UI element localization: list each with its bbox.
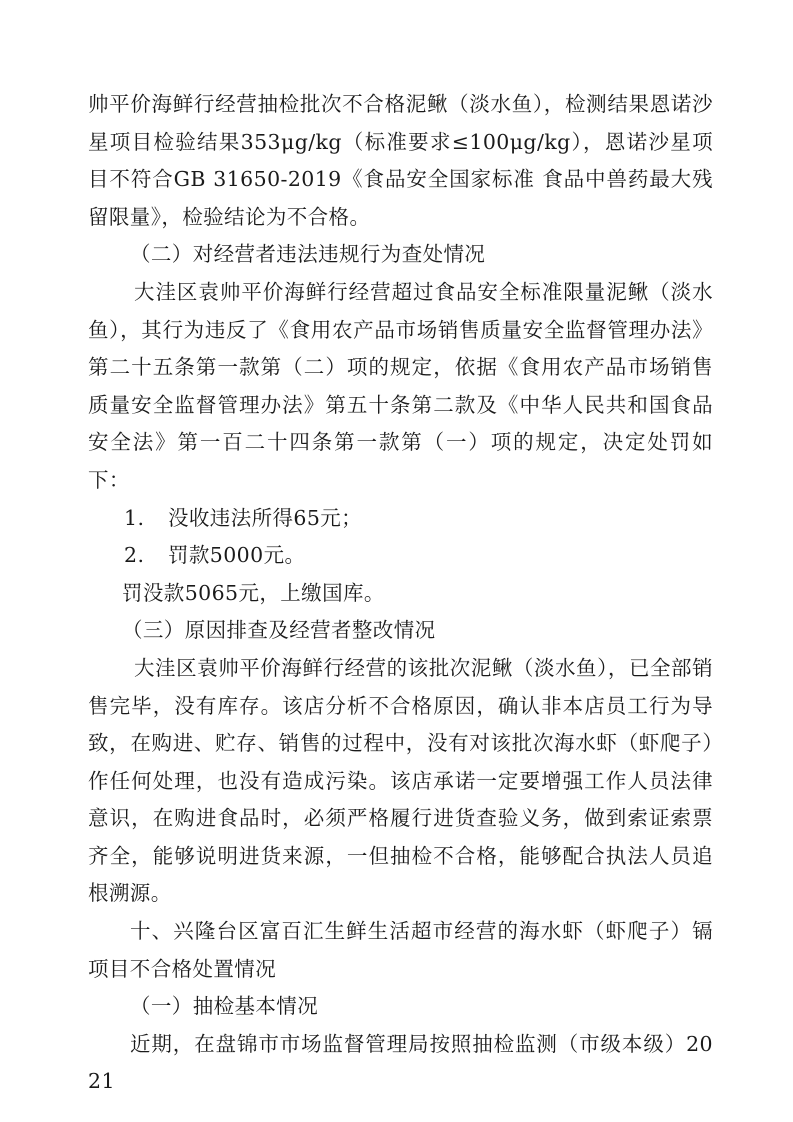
list-text: 没收违法所得65元； — [168, 505, 363, 530]
paragraph-total-penalty: 罚没款5065元，上缴国库。 — [122, 580, 385, 605]
list-number: 1. — [124, 505, 145, 530]
paragraph-violation: 大洼区袁帅平价海鲜行经营超过食品安全标准限量泥鳅（淡水鱼），其行为违反了《食用农产品市场销售质量安全监督管理办法》第二十五条第一款第（二）项的规定，依据《食用农产品市场销售质量安全监督管理办法》第五十条第二款及《中华人民共和国食品安全法》第一百二十四条第一款第（一）项的规定，决定处罚如下： — [88, 279, 713, 492]
section-heading-ten: 十、兴隆台区富百汇生鲜生活超市经营的海水虾（虾爬子）镉项目不合格处置情况 — [88, 919, 713, 981]
list-item-confiscation — [88, 500, 713, 538]
section-heading-rectification: （三）原因排查及经营者整改情况 — [122, 618, 436, 643]
list-text: 罚款5000元。 — [168, 543, 306, 568]
paragraph-sampling-intro: 近期，在盘锦市市场监督管理局按照抽检监测（市级本级）2021 — [88, 1031, 713, 1094]
paragraph-rectification: 大洼区袁帅平价海鲜行经营的该批次泥鳅（淡水鱼），已全部销售完毕，没有库存。该店分析不合格原因，确认非本店员工行为导致，在购进、贮存、销售的过程中，没有对该批次海水虾（虾爬子）作任何处理，也没有造成污染。该店承诺一定要增强工作人员法律意识，在购进食品时，必须严格履行进货查验义务，做到索证索票齐全，能够说明进货来源，一但抽检不合格，能够配合执法人员追根溯源。 — [88, 655, 713, 906]
list-item-fine — [88, 537, 713, 575]
document-body — [88, 86, 713, 1101]
paragraph-test-result: 帅平价海鲜行经营抽检批次不合格泥鳅（淡水鱼），检测结果恩诺沙星项目检验结果353μg/kg（标准要求≤100μg/kg），恩诺沙星项目不符合GB 31650-2019《食品安全国家标准 食品中兽药最大残留限量》，检验结论为不合格。 — [88, 92, 713, 229]
list-number: 2. — [124, 543, 145, 568]
section-heading-sampling: （一）抽检基本情况 — [130, 994, 319, 1019]
section-heading-penalty: （二）对经营者违法违规行为查处情况 — [130, 242, 486, 267]
